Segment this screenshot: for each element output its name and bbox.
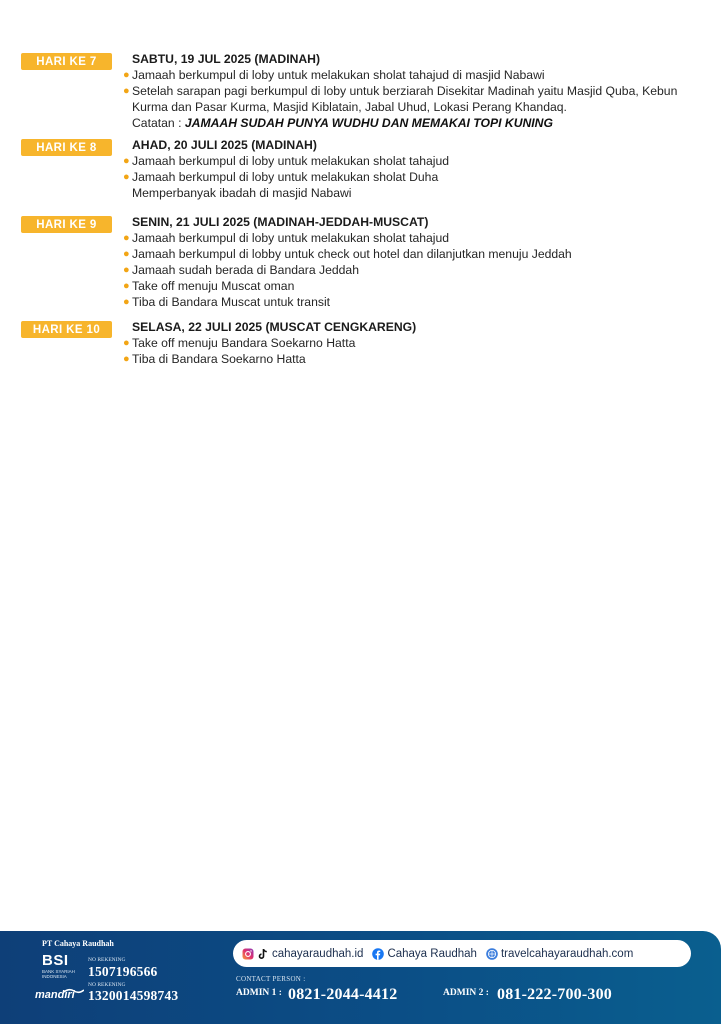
list-item: ● Jamaah berkumpul di lobby untuk check out hotel dan dilanjutkan menuju Jeddah bbox=[123, 247, 572, 261]
website-url: travelcahayaraudhah.com bbox=[500, 947, 634, 960]
bullet-icon: ● bbox=[123, 85, 130, 97]
day-title: SENIN, 21 JULI 2025 (MADINAH-JEDDAH-MUSCAT) bbox=[132, 215, 429, 229]
bsi-account-number: 1507196566 bbox=[88, 964, 158, 979]
day-badge: HARI KE 9 bbox=[21, 216, 112, 233]
mandiri-logo: mandiri bbox=[35, 989, 75, 1001]
list-item: ● Jamaah sudah berada di Bandara Jeddah bbox=[123, 263, 359, 277]
bullet-icon: ● bbox=[123, 337, 130, 349]
tiktok-icon bbox=[257, 948, 269, 960]
bullet-icon: ● bbox=[123, 232, 130, 244]
day-title: AHAD, 20 JULI 2025 (MADINAH) bbox=[132, 138, 317, 152]
list-item: ● Tiba di Bandara Muscat untuk transit bbox=[123, 295, 331, 309]
bullet-icon: ● bbox=[123, 280, 130, 292]
mandiri-wave-icon bbox=[64, 988, 84, 994]
facebook-icon bbox=[372, 948, 384, 960]
day-title: SELASA, 22 JULI 2025 (MUSCAT CENGKARENG) bbox=[132, 320, 417, 334]
bullet-icon: ● bbox=[123, 248, 130, 260]
admin1-phone[interactable]: 0821-2044-4412 bbox=[288, 986, 398, 1003]
bsi-logo: BSI bbox=[42, 952, 69, 969]
list-item-extra: Memperbanyak ibadah di masjid Nabawi bbox=[132, 186, 352, 200]
day-badge: HARI KE 8 bbox=[21, 139, 112, 156]
social-facebook[interactable] bbox=[372, 948, 477, 960]
instagram-icon bbox=[242, 948, 254, 960]
admin1-label: ADMIN 1 : bbox=[236, 988, 282, 998]
bullet-icon: ● bbox=[123, 264, 130, 276]
mandiri-account-label: NO REKENING bbox=[88, 982, 126, 988]
list-item: ● Setelah sarapan pagi berkumpul di loby untuk berziarah Disekitar Madinah yaitu Masjid Quba, Kebun Kurma dan Pasar Kurma, Masjid Kiblatain, Jabal Uhud, Lokasi Perang Khandaq. bbox=[123, 84, 678, 114]
company-name: PT Cahaya Raudhah bbox=[42, 939, 114, 948]
facebook-name: Cahaya Raudhah bbox=[387, 947, 477, 960]
bullet-icon: ● bbox=[123, 296, 130, 308]
day-title: SABTU, 19 JUL 2025 (MADINAH) bbox=[132, 52, 321, 66]
list-item: ● Jamaah berkumpul di loby untuk melakukan sholat Duha bbox=[123, 170, 439, 184]
bullet-icon: ● bbox=[123, 69, 130, 81]
web-icon bbox=[486, 948, 498, 960]
contact-person-label: CONTACT PERSON : bbox=[236, 975, 306, 983]
bullet-icon: ● bbox=[123, 353, 130, 365]
list-item: ● Jamaah berkumpul di loby untuk melakukan sholat tahajud bbox=[123, 154, 450, 168]
list-item: ● Jamaah berkumpul di loby untuk melakukan sholat tahajud di masjid Nabawi bbox=[123, 68, 545, 82]
list-item: ● Take off menuju Muscat oman bbox=[123, 279, 295, 293]
social-media-bar bbox=[233, 940, 691, 967]
social-handle: cahayaraudhah.id bbox=[272, 947, 364, 960]
note-text: JAMAAH SUDAH PUNYA WUDHU DAN MEMAKAI TOPI KUNING bbox=[184, 116, 553, 130]
note bbox=[132, 115, 707, 131]
admin2-label: ADMIN 2 : bbox=[443, 988, 489, 998]
list-item: ● Take off menuju Bandara Soekarno Hatta bbox=[123, 336, 356, 350]
list-item: ● Tiba di Bandara Soekarno Hatta bbox=[123, 352, 306, 366]
note-label: Catatan : bbox=[132, 116, 185, 130]
social-instagram-tiktok[interactable] bbox=[242, 948, 363, 960]
day-badge: HARI KE 7 bbox=[21, 53, 112, 70]
mandiri-account-number: 1320014598743 bbox=[88, 988, 179, 1003]
bsi-logo-subtitle: BANK SYARIAH INDONESIA bbox=[42, 969, 75, 979]
social-website[interactable] bbox=[486, 948, 633, 960]
bsi-account-label: NO REKENING bbox=[88, 957, 126, 963]
day-badge: HARI KE 10 bbox=[21, 321, 112, 338]
admin2-phone[interactable]: 081-222-700-300 bbox=[497, 986, 612, 1003]
list-item: ● Jamaah berkumpul di loby untuk melakukan sholat tahajud bbox=[123, 231, 450, 245]
footer-banner bbox=[0, 931, 721, 1024]
bullet-icon: ● bbox=[123, 155, 130, 167]
bullet-icon: ● bbox=[123, 171, 130, 183]
